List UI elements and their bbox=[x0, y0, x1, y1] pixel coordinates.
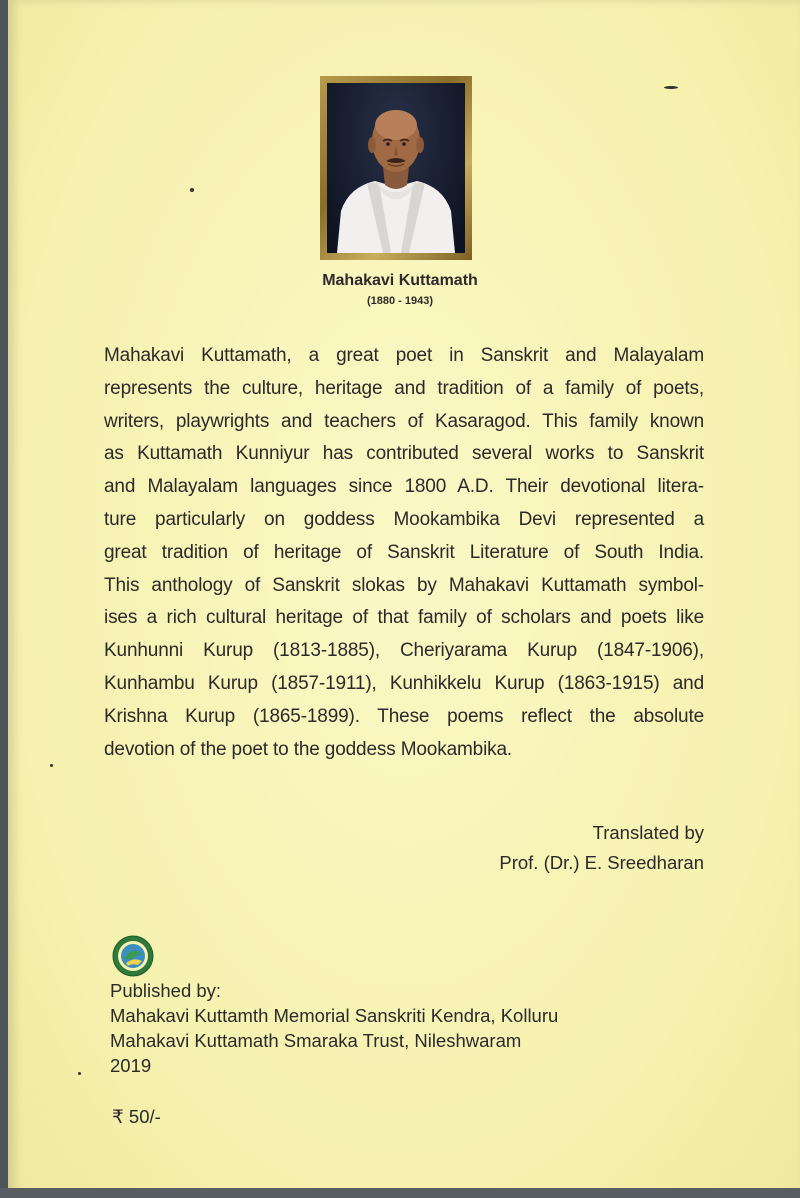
portrait-caption-name: Mahakavi Kuttamath bbox=[322, 272, 478, 289]
publisher-logo-icon bbox=[112, 935, 154, 977]
publication-year: 2019 bbox=[110, 1055, 152, 1076]
publisher-line-1: Mahakavi Kuttamth Memorial Sanskriti Kendra, Kolluru bbox=[110, 1005, 559, 1026]
description-line: Krishna Kurup (1865-1899). These poems reflect the absolute bbox=[104, 705, 704, 727]
speck bbox=[664, 86, 678, 89]
publisher-block bbox=[110, 978, 558, 1078]
description-line: ture particularly on goddess Mookambika Devi represented a bbox=[104, 508, 704, 530]
portrait-photo bbox=[327, 83, 465, 253]
translator-block bbox=[499, 818, 704, 878]
page-edge bbox=[0, 1188, 800, 1198]
description-line: ises a rich cultural heritage of that family of scholars and poets like bbox=[104, 607, 704, 629]
description-line: represents the culture, heritage and tradition of a family of poets, bbox=[104, 377, 704, 399]
description-line: Kunhambu Kurup (1857-1911), Kunhikkelu Kurup (1863-1915) and bbox=[104, 672, 704, 694]
description-paragraph bbox=[104, 340, 704, 766]
price-label: ₹ 50/- bbox=[112, 1106, 161, 1127]
description-line: writers, playwrights and teachers of Kasaragod. This family known bbox=[104, 410, 704, 432]
speck bbox=[190, 188, 194, 192]
portrait-caption-years: (1880 - 1943) bbox=[366, 295, 434, 307]
translator-name: Prof. (Dr.) E. Sreedharan bbox=[499, 852, 704, 873]
published-by-label: Published by: bbox=[110, 980, 222, 1001]
publisher-line-2: Mahakavi Kuttamath Smaraka Trust, Nileshwaram bbox=[110, 1030, 522, 1051]
portrait-frame bbox=[320, 76, 472, 260]
translated-by-label: Translated by bbox=[592, 822, 704, 843]
description-line: Mahakavi Kuttamath, a great poet in Sanskrit and Malayalam bbox=[104, 345, 704, 366]
description-line: as Kuttamath Kunniyur has contributed several works to Sanskrit bbox=[104, 443, 704, 465]
description-line: devotion of the poet to the goddess Mookambika. bbox=[104, 738, 513, 760]
description-line: This anthology of Sanskrit slokas by Mahakavi Kuttamath symbol- bbox=[104, 574, 704, 596]
description-line: great tradition of heritage of Sanskrit Literature of South India. bbox=[104, 541, 704, 563]
speck bbox=[78, 1072, 81, 1075]
description-line: and Malayalam languages since 1800 A.D. Their devotional litera- bbox=[104, 476, 704, 498]
speck bbox=[50, 764, 53, 767]
description-line: Kunhunni Kurup (1813-1885), Cheriyarama Kurup (1847-1906), bbox=[104, 640, 704, 662]
